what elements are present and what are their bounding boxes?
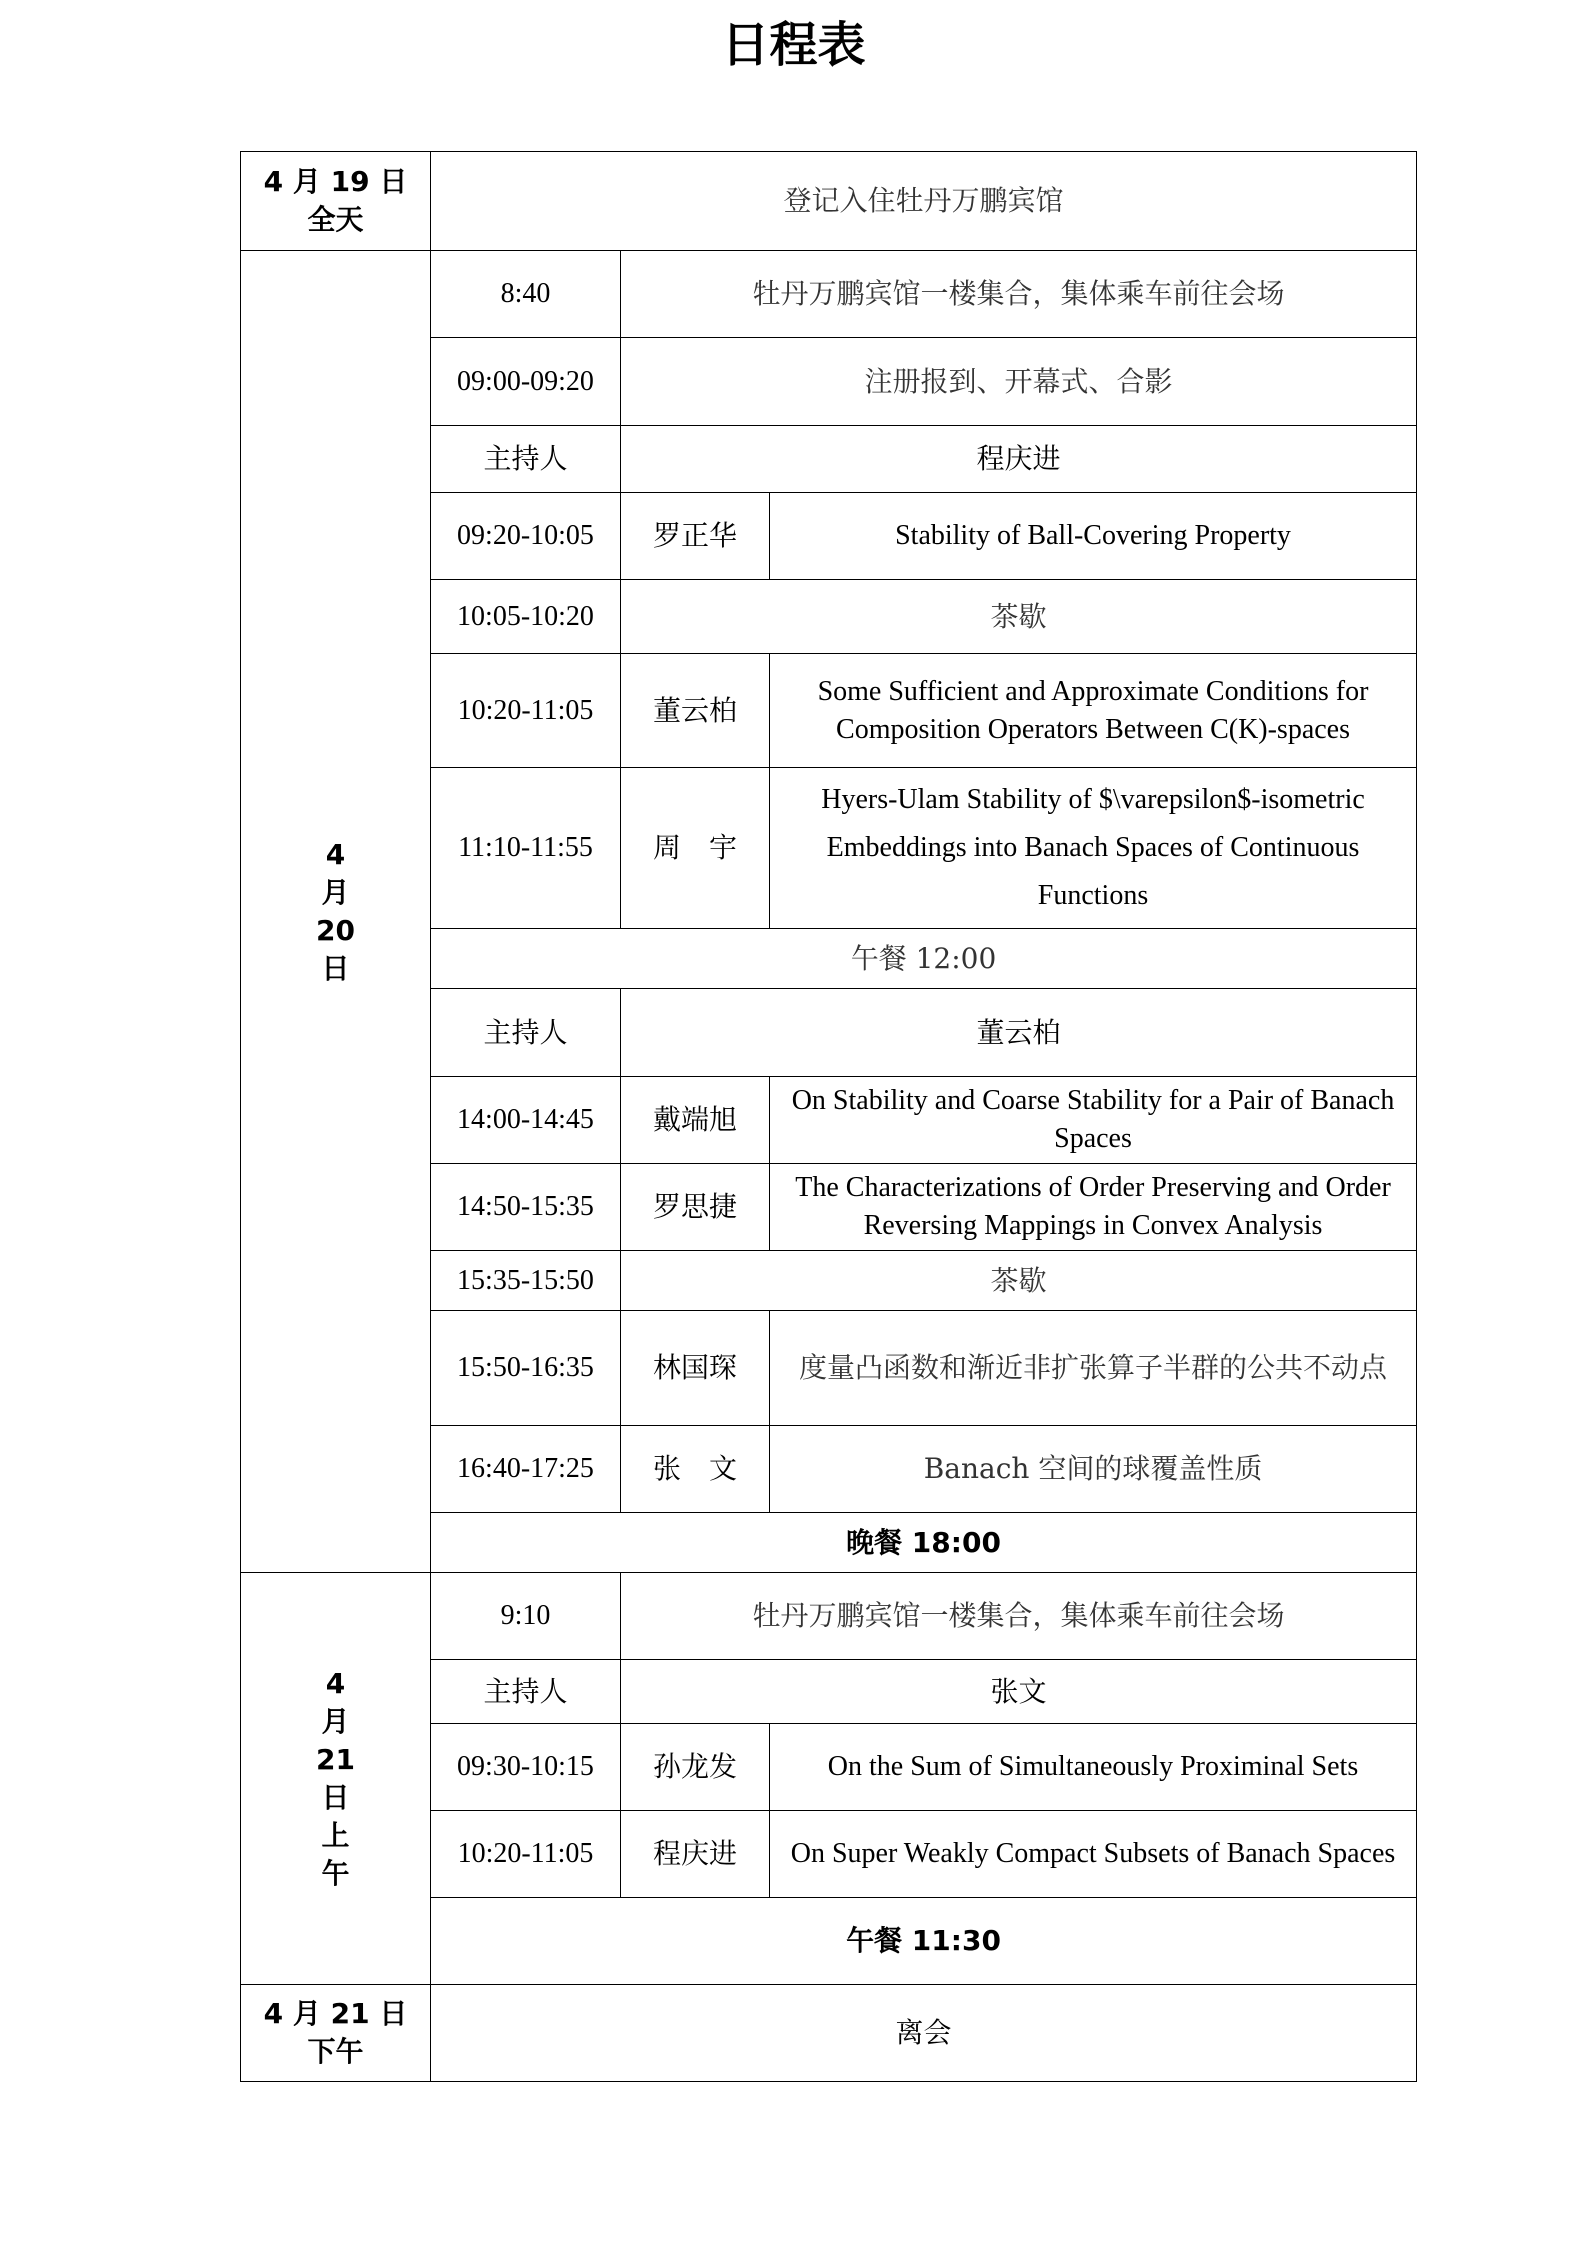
- talk-title: Some Sufficient and Approximate Conditions for Composition Operators Between C(K)-spaces: [770, 654, 1417, 768]
- table-row: [241, 1985, 1417, 2082]
- event-cell: 离会: [431, 1985, 1417, 2082]
- speaker-cell: 罗思捷: [621, 1164, 770, 1251]
- speaker-cell: 罗正华: [621, 493, 770, 580]
- table-row: [241, 152, 1417, 251]
- talk-title: On Super Weakly Compact Subsets of Banach Spaces: [770, 1811, 1417, 1898]
- host-label: 主持人: [431, 989, 621, 1077]
- time-cell: 11:10-11:55: [431, 768, 621, 929]
- time-cell: 15:35-15:50: [431, 1251, 621, 1311]
- event-cell: 牡丹万鹏宾馆一楼集合，集体乘车前往会场: [621, 251, 1417, 338]
- host-label: 主持人: [431, 426, 621, 493]
- time-cell: 09:30-10:15: [431, 1724, 621, 1811]
- event-cell: 牡丹万鹏宾馆一楼集合，集体乘车前往会场: [621, 1573, 1417, 1660]
- host-name: 程庆进: [621, 426, 1417, 493]
- talk-title: 度量凸函数和渐近非扩张算子半群的公共不动点: [770, 1311, 1417, 1426]
- host-name: 张文: [621, 1660, 1417, 1724]
- time-cell: 16:40-17:25: [431, 1426, 621, 1513]
- event-cell: 茶歇: [621, 580, 1417, 654]
- event-cell: 登记入住牡丹万鹏宾馆: [431, 152, 1417, 251]
- page-title: 日程表: [721, 17, 866, 73]
- table-row: [241, 1573, 1417, 1660]
- lunch-cell: 午餐 12:00: [431, 929, 1417, 989]
- speaker-cell: 周 宇: [621, 768, 770, 929]
- talk-title: Banach 空间的球覆盖性质: [770, 1426, 1417, 1513]
- speaker-cell: 林国琛: [621, 1311, 770, 1426]
- talk-title: Stability of Ball-Covering Property: [770, 493, 1417, 580]
- time-cell: 10:05-10:20: [431, 580, 621, 654]
- dinner-cell: 晚餐 18:00: [431, 1513, 1417, 1573]
- time-cell: 10:20-11:05: [431, 1811, 621, 1898]
- time-cell: 9:10: [431, 1573, 621, 1660]
- date-cell: 4 月 21 日 下午: [241, 1985, 431, 2082]
- talk-title: On Stability and Coarse Stability for a Pair of Banach Spaces: [770, 1077, 1417, 1164]
- host-name: 董云柏: [621, 989, 1417, 1077]
- host-label: 主持人: [431, 1660, 621, 1724]
- speaker-cell: 程庆进: [621, 1811, 770, 1898]
- event-cell: 注册报到、开幕式、合影: [621, 338, 1417, 426]
- speaker-cell: 戴端旭: [621, 1077, 770, 1164]
- speaker-cell: 孙龙发: [621, 1724, 770, 1811]
- time-cell: 15:50-16:35: [431, 1311, 621, 1426]
- time-cell: 14:50-15:35: [431, 1164, 621, 1251]
- event-cell: 茶歇: [621, 1251, 1417, 1311]
- date-cell: 4 月 19 日 全天: [241, 152, 431, 251]
- date-cell: 4 月 20 日: [241, 251, 431, 1573]
- speaker-cell: 张 文: [621, 1426, 770, 1513]
- table-row: [241, 251, 1417, 338]
- date-cell: 4 月 21 日 上 午: [241, 1573, 431, 1985]
- lunch-cell: 午餐 11:30: [431, 1898, 1417, 1985]
- speaker-cell: 董云柏: [621, 654, 770, 768]
- time-cell: 10:20-11:05: [431, 654, 621, 768]
- time-cell: 09:00-09:20: [431, 338, 621, 426]
- talk-title: Hyers-Ulam Stability of $\varepsilon$-isometric Embeddings into Banach Spaces of Continuous Functions: [770, 768, 1417, 929]
- time-cell: 8:40: [431, 251, 621, 338]
- talk-title: On the Sum of Simultaneously Proximinal Sets: [770, 1724, 1417, 1811]
- time-cell: 09:20-10:05: [431, 493, 621, 580]
- time-cell: 14:00-14:45: [431, 1077, 621, 1164]
- talk-title: The Characterizations of Order Preserving and Order Reversing Mappings in Convex Analysis: [770, 1164, 1417, 1251]
- schedule-table: [240, 151, 1417, 2082]
